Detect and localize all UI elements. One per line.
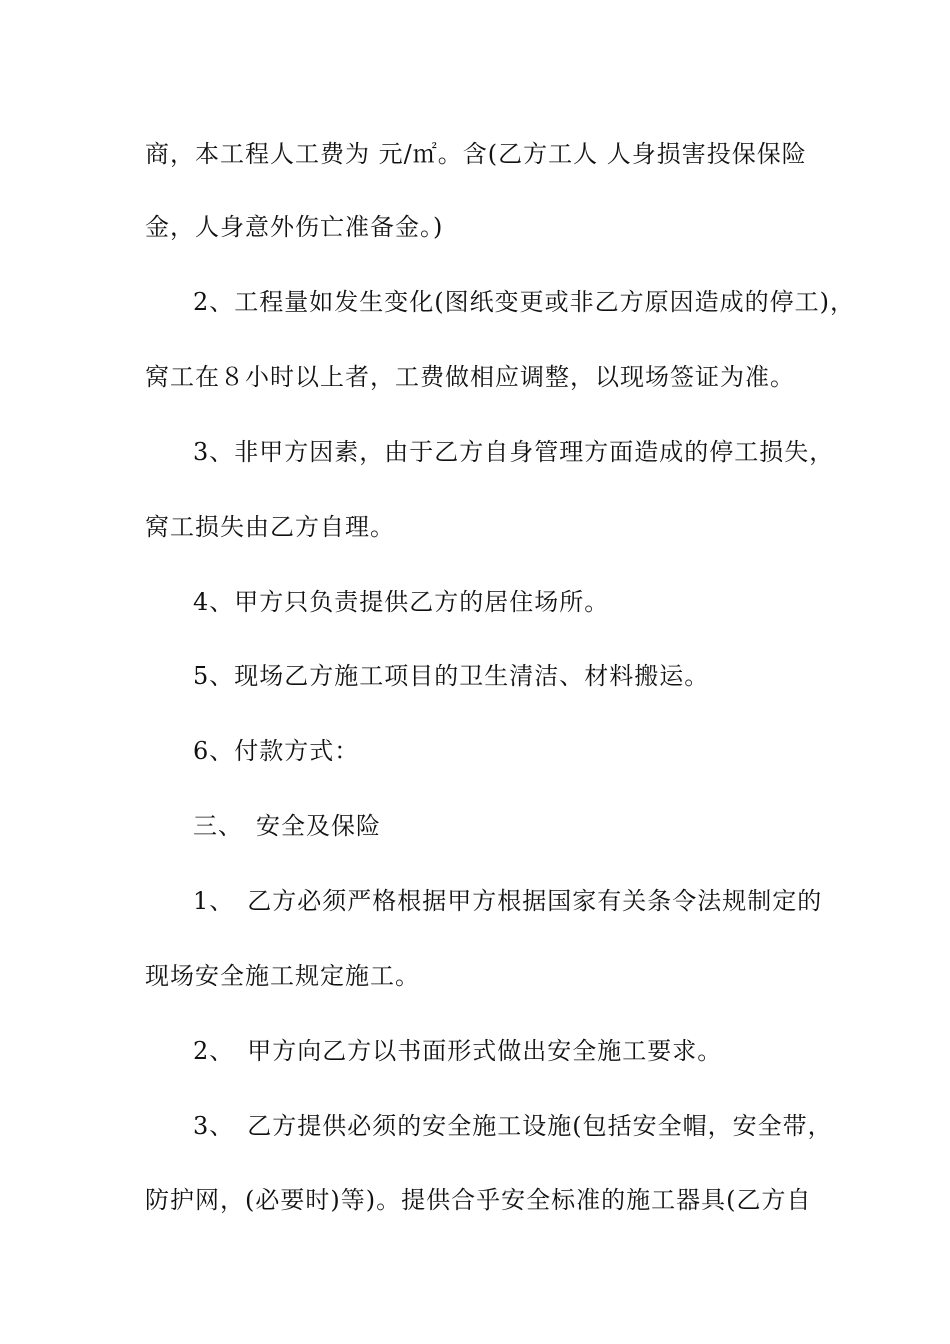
text-line: 金，人身意外伤亡准备金。)	[145, 213, 444, 241]
safety-clause-1: 1、 乙方必须严格根据甲方根据国家有关条令法规制定的	[193, 887, 823, 915]
safety-clause-2: 2、 甲方向乙方以书面形式做出安全施工要求。	[193, 1037, 723, 1065]
text-line: 现场安全施工规定施工。	[145, 962, 420, 990]
clause-6: 6、付款方式：	[193, 737, 360, 765]
text-line: 窝工损失由乙方自理。	[145, 513, 395, 541]
clause-3: 3、非甲方因素，由于乙方自身管理方面造成的停工损失，	[193, 438, 835, 466]
clause-2: 2、工程量如发生变化(图纸变更或非乙方原因造成的停工)，	[193, 288, 855, 316]
text-line: 防护网，(必要时)等)。提供合乎安全标准的施工器具(乙方自	[145, 1186, 812, 1214]
clause-4: 4、甲方只负责提供乙方的居住场所。	[193, 588, 610, 616]
section-heading: 三、 安全及保险	[193, 812, 381, 840]
safety-clause-3: 3、 乙方提供必须的安全施工设施(包括安全帽，安全带，	[193, 1112, 833, 1140]
clause-5: 5、现场乙方施工项目的卫生清洁、材料搬运。	[193, 662, 710, 690]
text-line: 商，本工程人工费为 元/㎡。含(乙方工人 人身损害投保保险	[145, 140, 807, 168]
text-line: 窝工在８小时以上者，工费做相应调整，以现场签证为准。	[145, 363, 795, 391]
